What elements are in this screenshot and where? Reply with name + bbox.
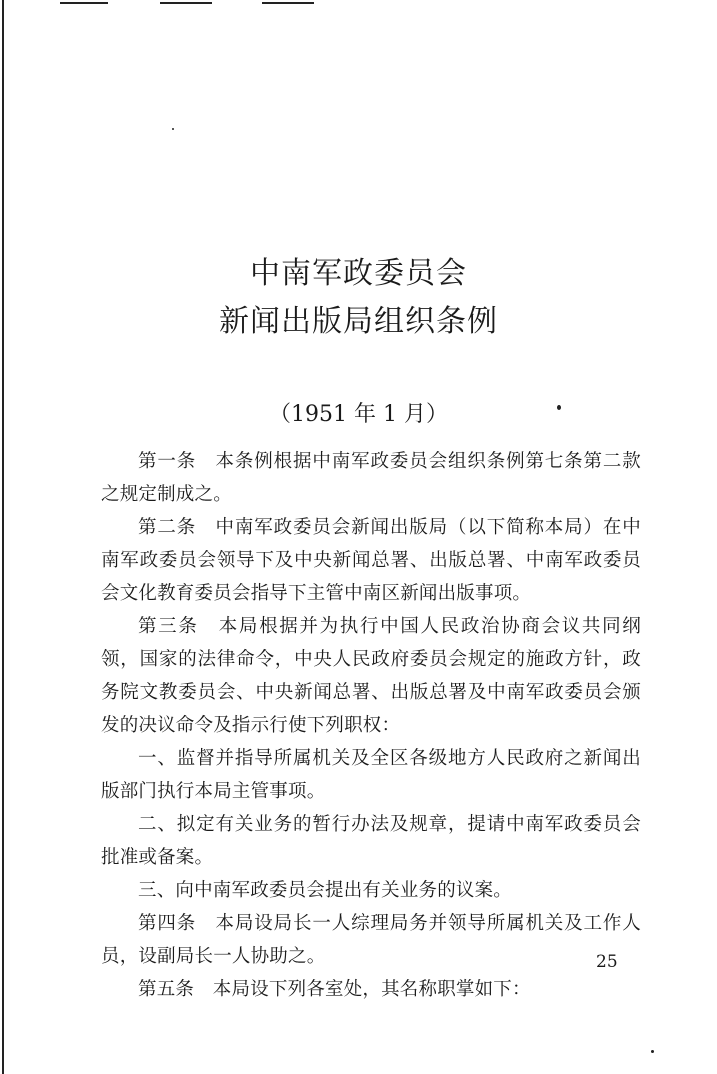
- document-title: [0, 250, 717, 346]
- article-3-item-2: 二、拟定有关业务的暂行办法及规章，提请中南军政委员会批准或备案。: [101, 814, 641, 868]
- article-3-item-3: 三、向中南军政委员会提出有关业务的议案。: [138, 880, 513, 901]
- title-line-1: 中南军政委员会: [250, 256, 467, 291]
- article-4: 第四条 本局设局长一人综理局务并领导所属机关及工作人员，设副局长一人协助之。: [101, 913, 641, 967]
- document-date: （1951 年 1 月）: [269, 402, 448, 427]
- title-line-2: 新闻出版局组织条例: [219, 304, 498, 339]
- scan-mark: [60, 2, 108, 4]
- scan-border-left: [2, 0, 4, 1074]
- scan-mark: [160, 2, 212, 4]
- page-number: 25: [596, 952, 618, 972]
- article-1: 第一条 本条例根据中南军政委员会组织条例第七条第二款之规定制成之。: [101, 451, 641, 505]
- article-3: 第三条 本局根据并为执行中国人民政治协商会议共同纲领，国家的法律命令，中央人民政府委员会规定的施政方针，政务院文教委员会、中央新闻总署、出版总署及中南军政委员会颁发的决议命令及指示行使下列职权：: [101, 616, 641, 736]
- scan-speck: [651, 1050, 654, 1053]
- article-5: 第五条 本局设下列各室处，其名称职掌如下：: [138, 979, 531, 1000]
- article-2: 第二条 中南军政委员会新闻出版局（以下简称本局）在中南军政委员会领导下及中央新闻总署、出版总署、中南军政委员会文化教育委员会指导下主管中南区新闻出版事项。: [101, 517, 641, 604]
- document-body: [101, 445, 641, 1006]
- scan-mark: [262, 2, 314, 4]
- scan-speck: [172, 128, 174, 130]
- article-3-item-1: 一、监督并指导所属机关及全区各级地方人民政府之新闻出版部门执行本局主管事项。: [101, 748, 641, 802]
